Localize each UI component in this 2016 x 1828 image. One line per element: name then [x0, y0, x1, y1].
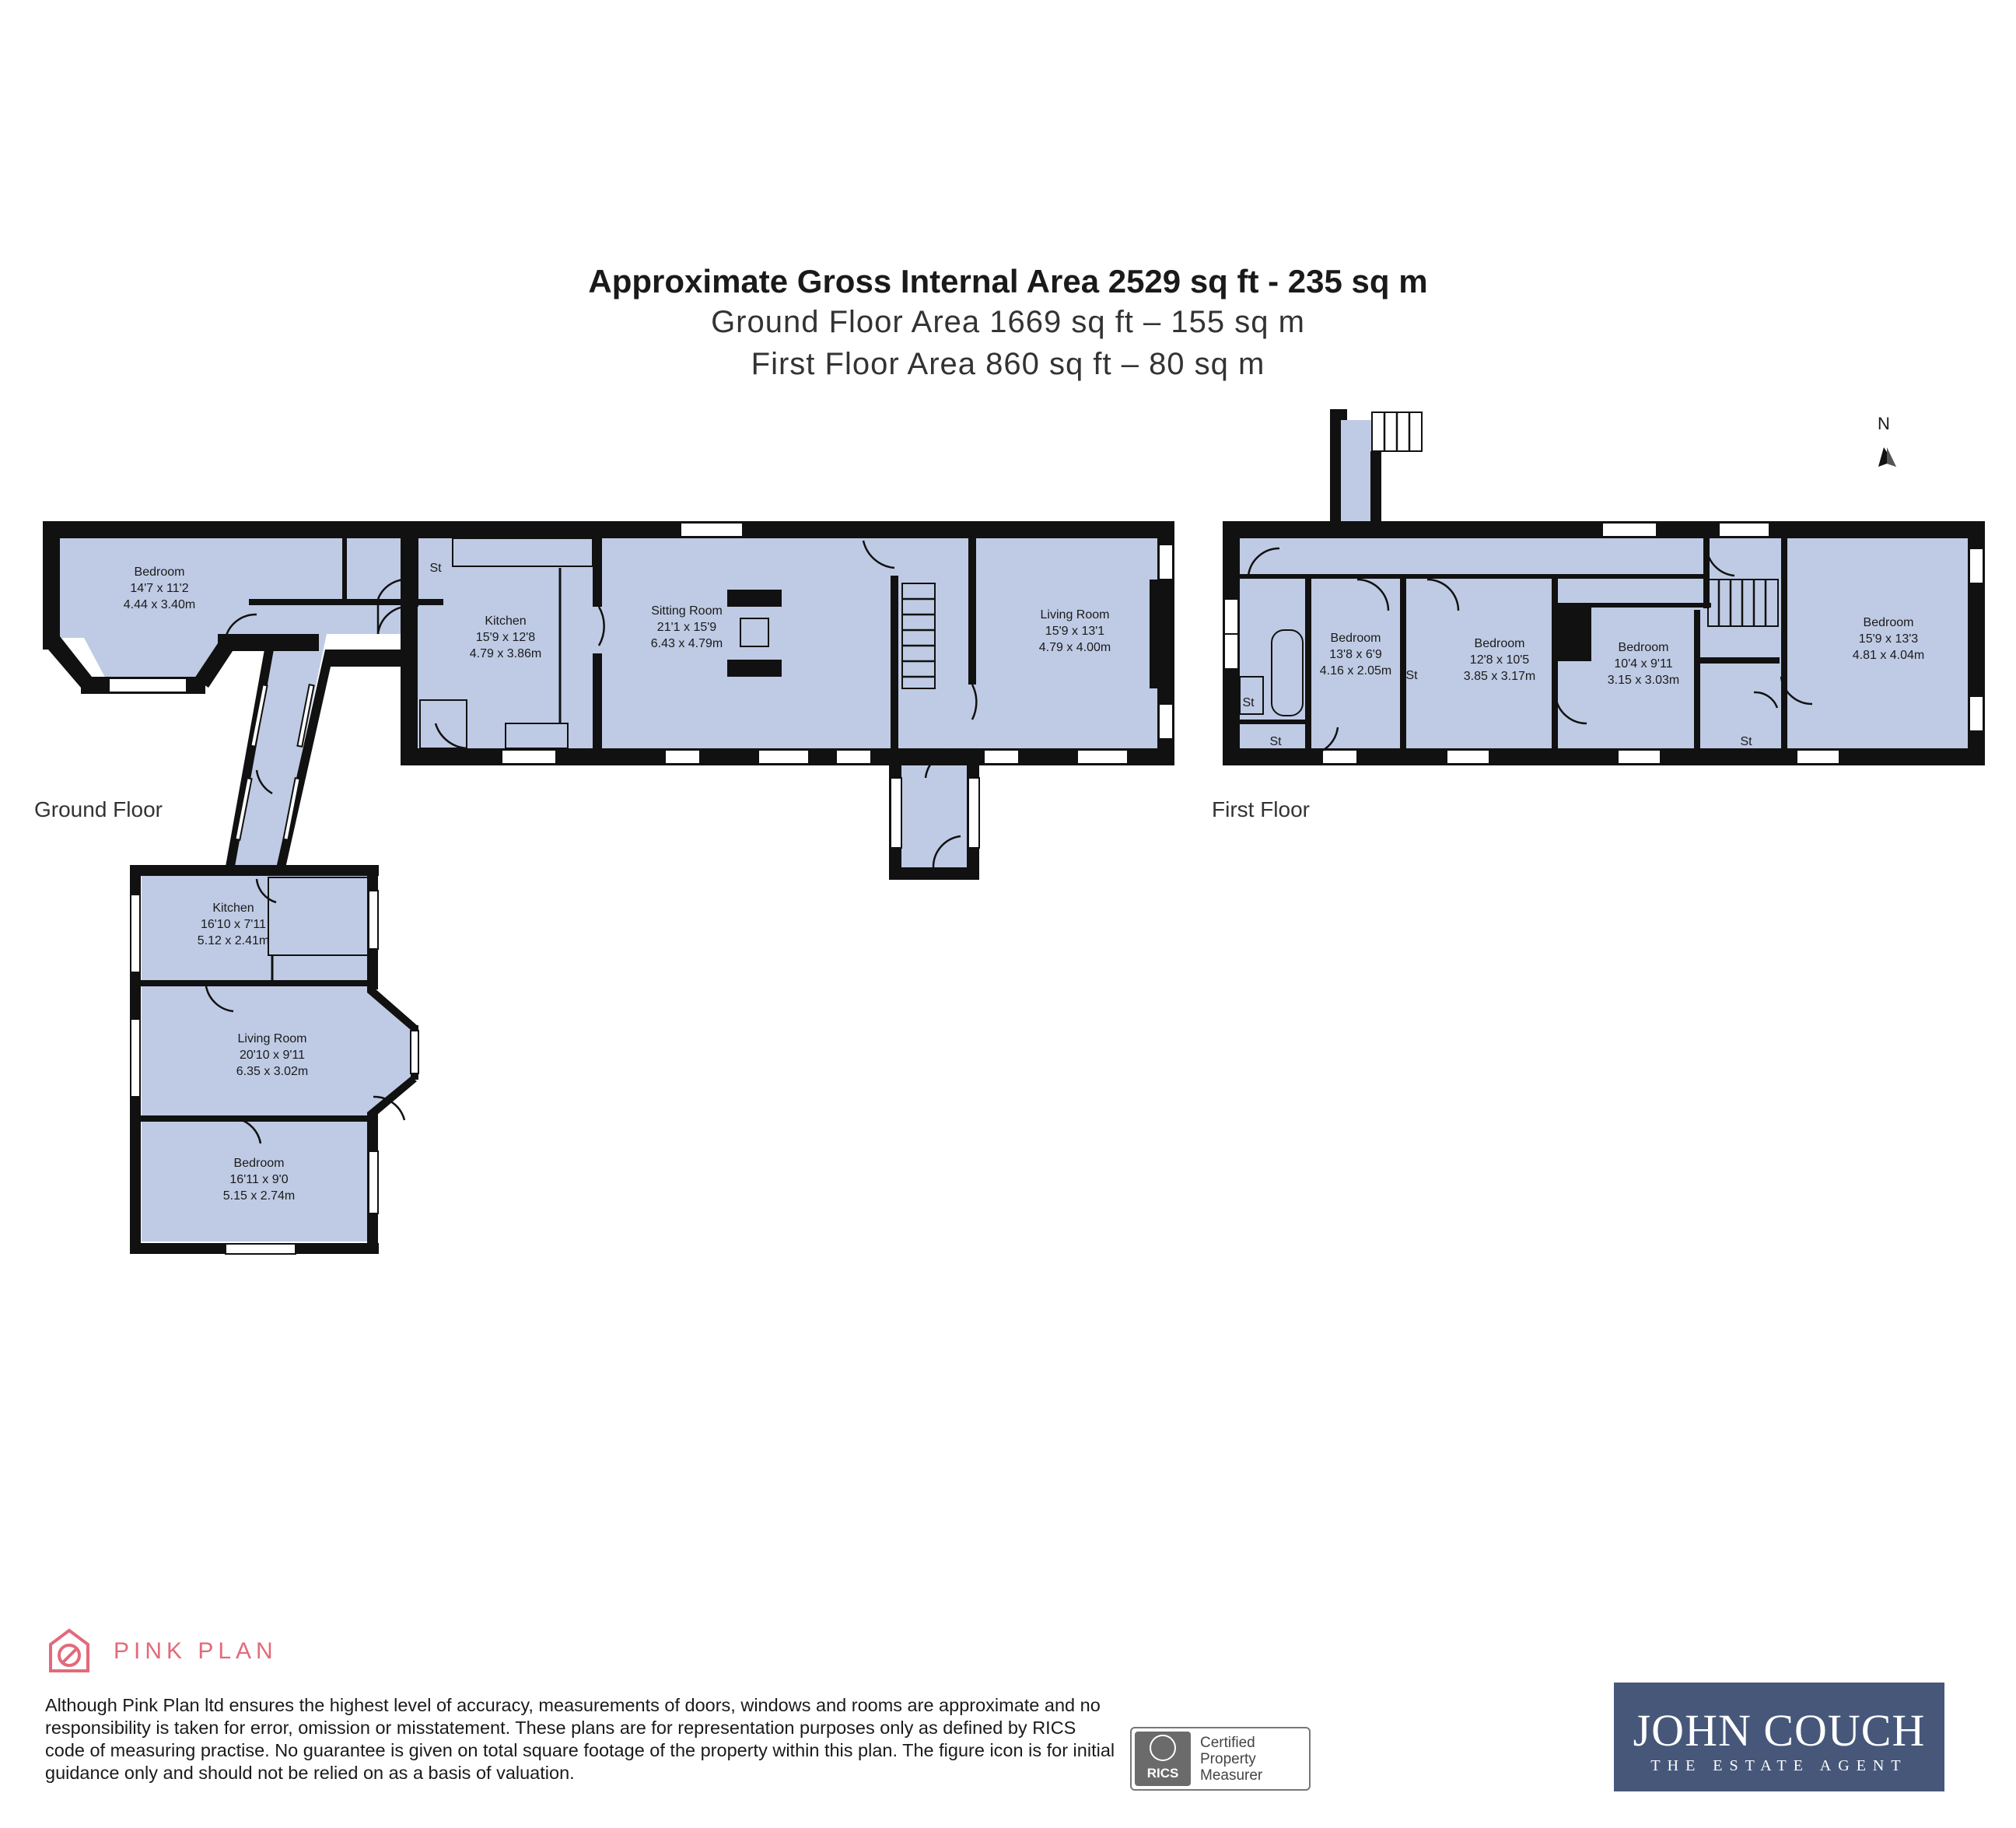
- room-name: Bedroom: [1618, 641, 1669, 654]
- rics-logo-text: RICS: [1146, 1766, 1179, 1781]
- rics-caption: [1200, 1735, 1262, 1784]
- first-floor-label: First Floor: [1212, 797, 1310, 821]
- rics-line-2: Property: [1200, 1750, 1256, 1767]
- room-size-imperial: 10'4 x 9'11: [1614, 657, 1673, 671]
- rics-certification-badge: [1130, 1727, 1311, 1791]
- north-label: N: [1878, 414, 1890, 433]
- room-size-imperial: 13'8 x 6'9: [1329, 648, 1382, 661]
- first-floor: [1223, 409, 1985, 765]
- estate-agent-logo: [1614, 1683, 1944, 1791]
- rics-line-1: Certified: [1200, 1734, 1255, 1751]
- room-name: Sitting Room: [651, 604, 723, 618]
- disclaimer-text: Although Pink Plan ltd ensures the highest level of accuracy, measurements of doors, windows and rooms are approximate and no responsibility is taken for error, omission or misstatement. These plans are for representation purposes only as defined by RICS code of measuring practise. No guarantee is given on total square footage of the property within this plan. The figure icon is for initial guidance only and should not be relied on as a basis of valuation.: [45, 1695, 1115, 1783]
- room-size-metric: 4.79 x 3.86m: [469, 647, 542, 660]
- ground-floor-area: Ground Floor Area 1669 sq ft – 155 sq m: [711, 305, 1305, 339]
- room-name: Living Room: [237, 1032, 307, 1045]
- room-size-imperial: 15'9 x 13'1: [1045, 625, 1105, 638]
- storage-label: St: [1269, 735, 1282, 748]
- room-size-metric: 6.35 x 3.02m: [236, 1065, 309, 1078]
- room-size-metric: 4.79 x 4.00m: [1038, 641, 1111, 654]
- room-size-imperial: 15'9 x 13'3: [1858, 632, 1919, 646]
- room-size-metric: 3.85 x 3.17m: [1463, 670, 1536, 683]
- storage-label: St: [429, 562, 442, 575]
- room-size-imperial: 20'10 x 9'11: [239, 1049, 306, 1062]
- room-size-metric: 4.81 x 4.04m: [1852, 649, 1925, 662]
- pink-plan-logo-icon: [47, 1626, 92, 1677]
- room-size-imperial: 21'1 x 15'9: [656, 621, 717, 634]
- area-title: Approximate Gross Internal Area 2529 sq ft - 235 sq m: [588, 263, 1428, 299]
- rics-logo: [1135, 1732, 1191, 1786]
- room-size-imperial: 15'9 x 12'8: [475, 631, 536, 644]
- agent-name: JOHN COUCH: [1633, 1705, 1926, 1756]
- room-size-metric: 6.43 x 4.79m: [650, 637, 723, 650]
- room-size-metric: 5.12 x 2.41m: [197, 934, 270, 947]
- room-fill: [894, 751, 972, 875]
- storage-label: St: [1405, 669, 1418, 682]
- room-size-metric: 4.44 x 3.40m: [123, 598, 196, 611]
- rics-line-3: Measurer: [1200, 1767, 1263, 1784]
- room-size-metric: 3.15 x 3.03m: [1607, 674, 1680, 687]
- room-size-imperial: 16'10 x 7'11: [200, 918, 267, 931]
- storage-label: St: [1740, 735, 1752, 748]
- agent-tagline: THE ESTATE AGENT: [1650, 1757, 1908, 1774]
- room-size-imperial: 16'11 x 9'0: [229, 1173, 289, 1186]
- room-name: Bedroom: [1863, 616, 1914, 629]
- room-size-metric: 5.15 x 2.74m: [222, 1189, 296, 1203]
- room-name: Bedroom: [134, 566, 185, 579]
- first-floor-area: First Floor Area 860 sq ft – 80 sq m: [751, 347, 1265, 381]
- room-size-imperial: 12'8 x 10'5: [1469, 653, 1530, 667]
- room-size-metric: 4.16 x 2.05m: [1319, 664, 1392, 678]
- ground-floor-main: [43, 521, 1174, 880]
- ground-floor-label: Ground Floor: [34, 797, 163, 821]
- pink-plan-brand: [47, 1626, 278, 1677]
- room-size-imperial: 14'7 x 11'2: [130, 582, 189, 595]
- rics-crest-icon: [1150, 1735, 1176, 1761]
- storage-label: St: [1242, 696, 1255, 709]
- room-name: Bedroom: [1330, 632, 1381, 645]
- room-name: Kitchen: [485, 615, 527, 628]
- room-fill: [894, 537, 972, 751]
- room-name: Bedroom: [233, 1157, 285, 1170]
- room-name: Kitchen: [212, 902, 254, 915]
- pink-plan-name: PINK PLAN: [114, 1638, 278, 1664]
- room-fill: [1339, 420, 1372, 537]
- north-arrow-icon: [1878, 447, 1896, 467]
- room-name: Bedroom: [1474, 637, 1525, 650]
- room-name: Living Room: [1040, 608, 1110, 622]
- room-fill: [599, 537, 894, 751]
